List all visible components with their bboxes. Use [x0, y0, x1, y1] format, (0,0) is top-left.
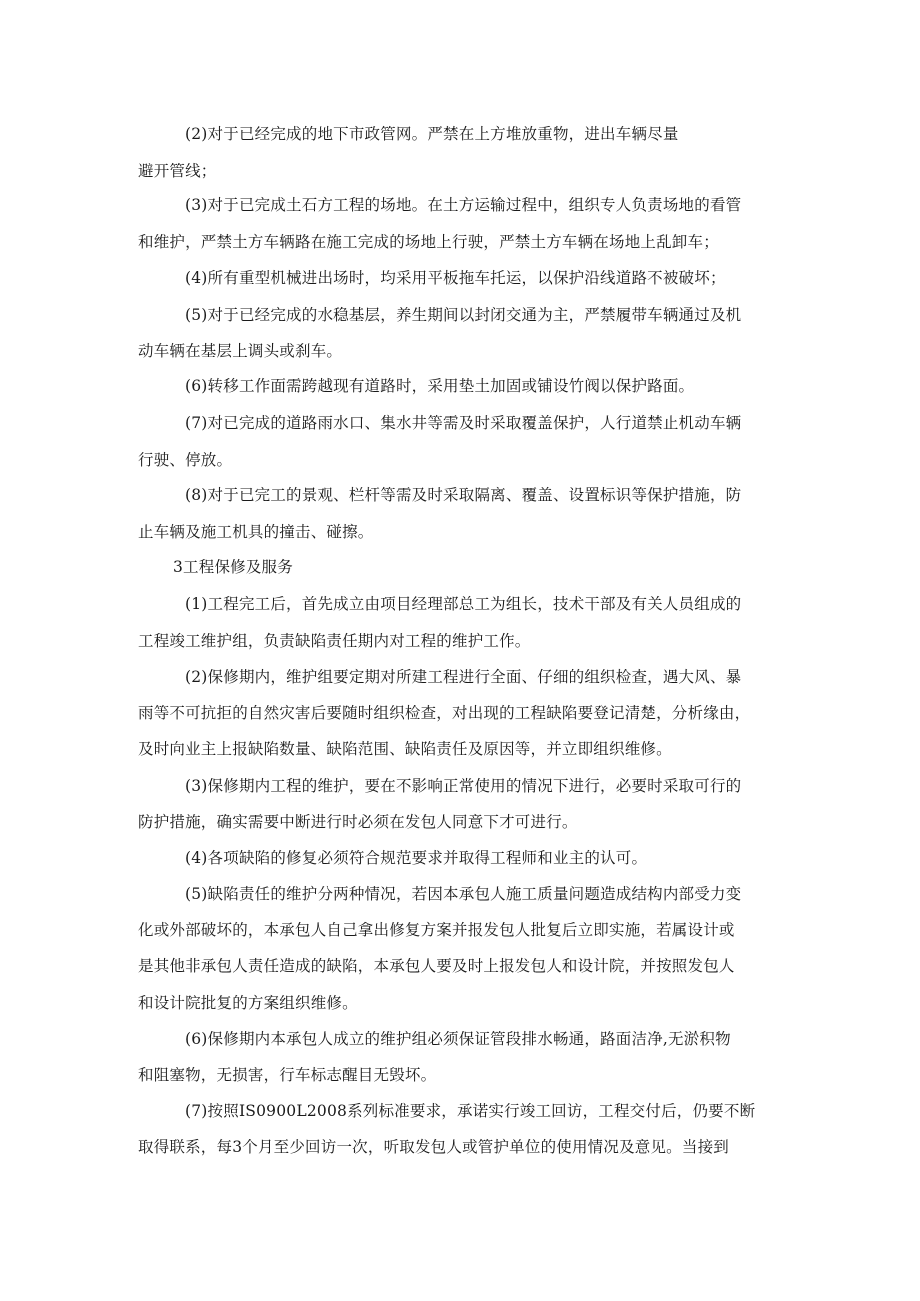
- text-line: (5)缺陷责任的维护分两种情况，若因本承包人施工质量问题造成结构内部受力变: [185, 885, 742, 903]
- text-line: 及时向业主上报缺陷数量、缺陷范围、缺陷责任及原因等，并立即组织维修。: [138, 740, 672, 758]
- text-line: 和维护，严禁土方车辆路在施工完成的场地上行驶，严禁土方车辆在场地上乱卸车；: [138, 233, 719, 251]
- text-line: (6)保修期内本承包人成立的维护组必须保证管段排水畅通，路面洁净,无淤积物: [185, 1030, 731, 1048]
- text-line: (2)保修期内，维护组要定期对所建工程进行全面、仔细的组织检查，遇大风、暴: [185, 668, 742, 686]
- text-line: (3)对于已完成土石方工程的场地。在土方运输过程中，组织专人负责场地的看管: [185, 196, 742, 214]
- text-line: (6)转移工作面需跨越现有道路时，采用垫土加固或铺设竹阀以保护路面。: [185, 377, 695, 395]
- text-line: (3)保修期内工程的维护，要在不影响正常使用的情况下进行，必要时采取可行的: [185, 777, 742, 795]
- text-line: 行驶、停放。: [138, 451, 233, 469]
- section-heading: 3工程保修及服务: [173, 558, 293, 576]
- text-line: (7)按照IS0900L2008系列标准要求，承诺实行竣工回访，工程交付后，仍要不断: [185, 1102, 756, 1120]
- text-line: (2)对于已经完成的地下市政管网。严禁在上方堆放重物，进出车辆尽量: [185, 125, 679, 143]
- text-line: 化或外部破坏的，本承包人自己拿出修复方案并报发包人批复后立即实施，若属设计或: [138, 921, 735, 939]
- text-line: 和设计院批复的方案组织维修。: [138, 994, 358, 1012]
- text-line: 动车辆在基层上调头或刹车。: [138, 342, 343, 360]
- text-line: 和阻塞物，无损害，行车标志醒目无毁坏。: [138, 1066, 437, 1084]
- text-line: (4)所有重型机械进出场时，均采用平板拖车托运，以保护沿线道路不被破坏；: [185, 269, 726, 287]
- text-line: 防护措施，确实需要中断进行时必须在发包人同意下才可进行。: [138, 813, 578, 831]
- text-line: 取得联系，每3个月至少回访一次，听取发包人或管护单位的使用情况及意见。当接到: [138, 1138, 729, 1156]
- text-line: 避开管线；: [138, 162, 217, 180]
- text-line: (5)对于已经完成的水稳基层，养生期间以封闭交通为主，严禁履带车辆通过及机: [185, 306, 742, 324]
- text-line: 止车辆及施工机具的撞击、碰擦。: [138, 523, 374, 541]
- text-line: (8)对于已完工的景观、栏杆等需及时采取隔离、覆盖、设置标识等保护措施，防: [185, 486, 742, 504]
- text-line: 雨等不可抗拒的自然灾害后要随时组织检查，对出现的工程缺陷要登记清楚，分析缘由，: [138, 704, 751, 722]
- text-line: 是其他非承包人责任造成的缺陷，本承包人要及时上报发包人和设计院，并按照发包人: [138, 957, 735, 975]
- text-line: (4)各项缺陷的修复必须符合规范要求并取得工程师和业主的认可。: [185, 849, 648, 867]
- text-line: 工程竣工维护组，负责缺陷责任期内对工程的维护工作。: [138, 632, 531, 650]
- text-line: (7)对已完成的道路雨水口、集水井等需及时采取覆盖保护，人行道禁止机动车辆: [185, 414, 742, 432]
- text-line: (1)工程完工后，首先成立由项目经理部总工为组长，技术干部及有关人员组成的: [185, 595, 742, 613]
